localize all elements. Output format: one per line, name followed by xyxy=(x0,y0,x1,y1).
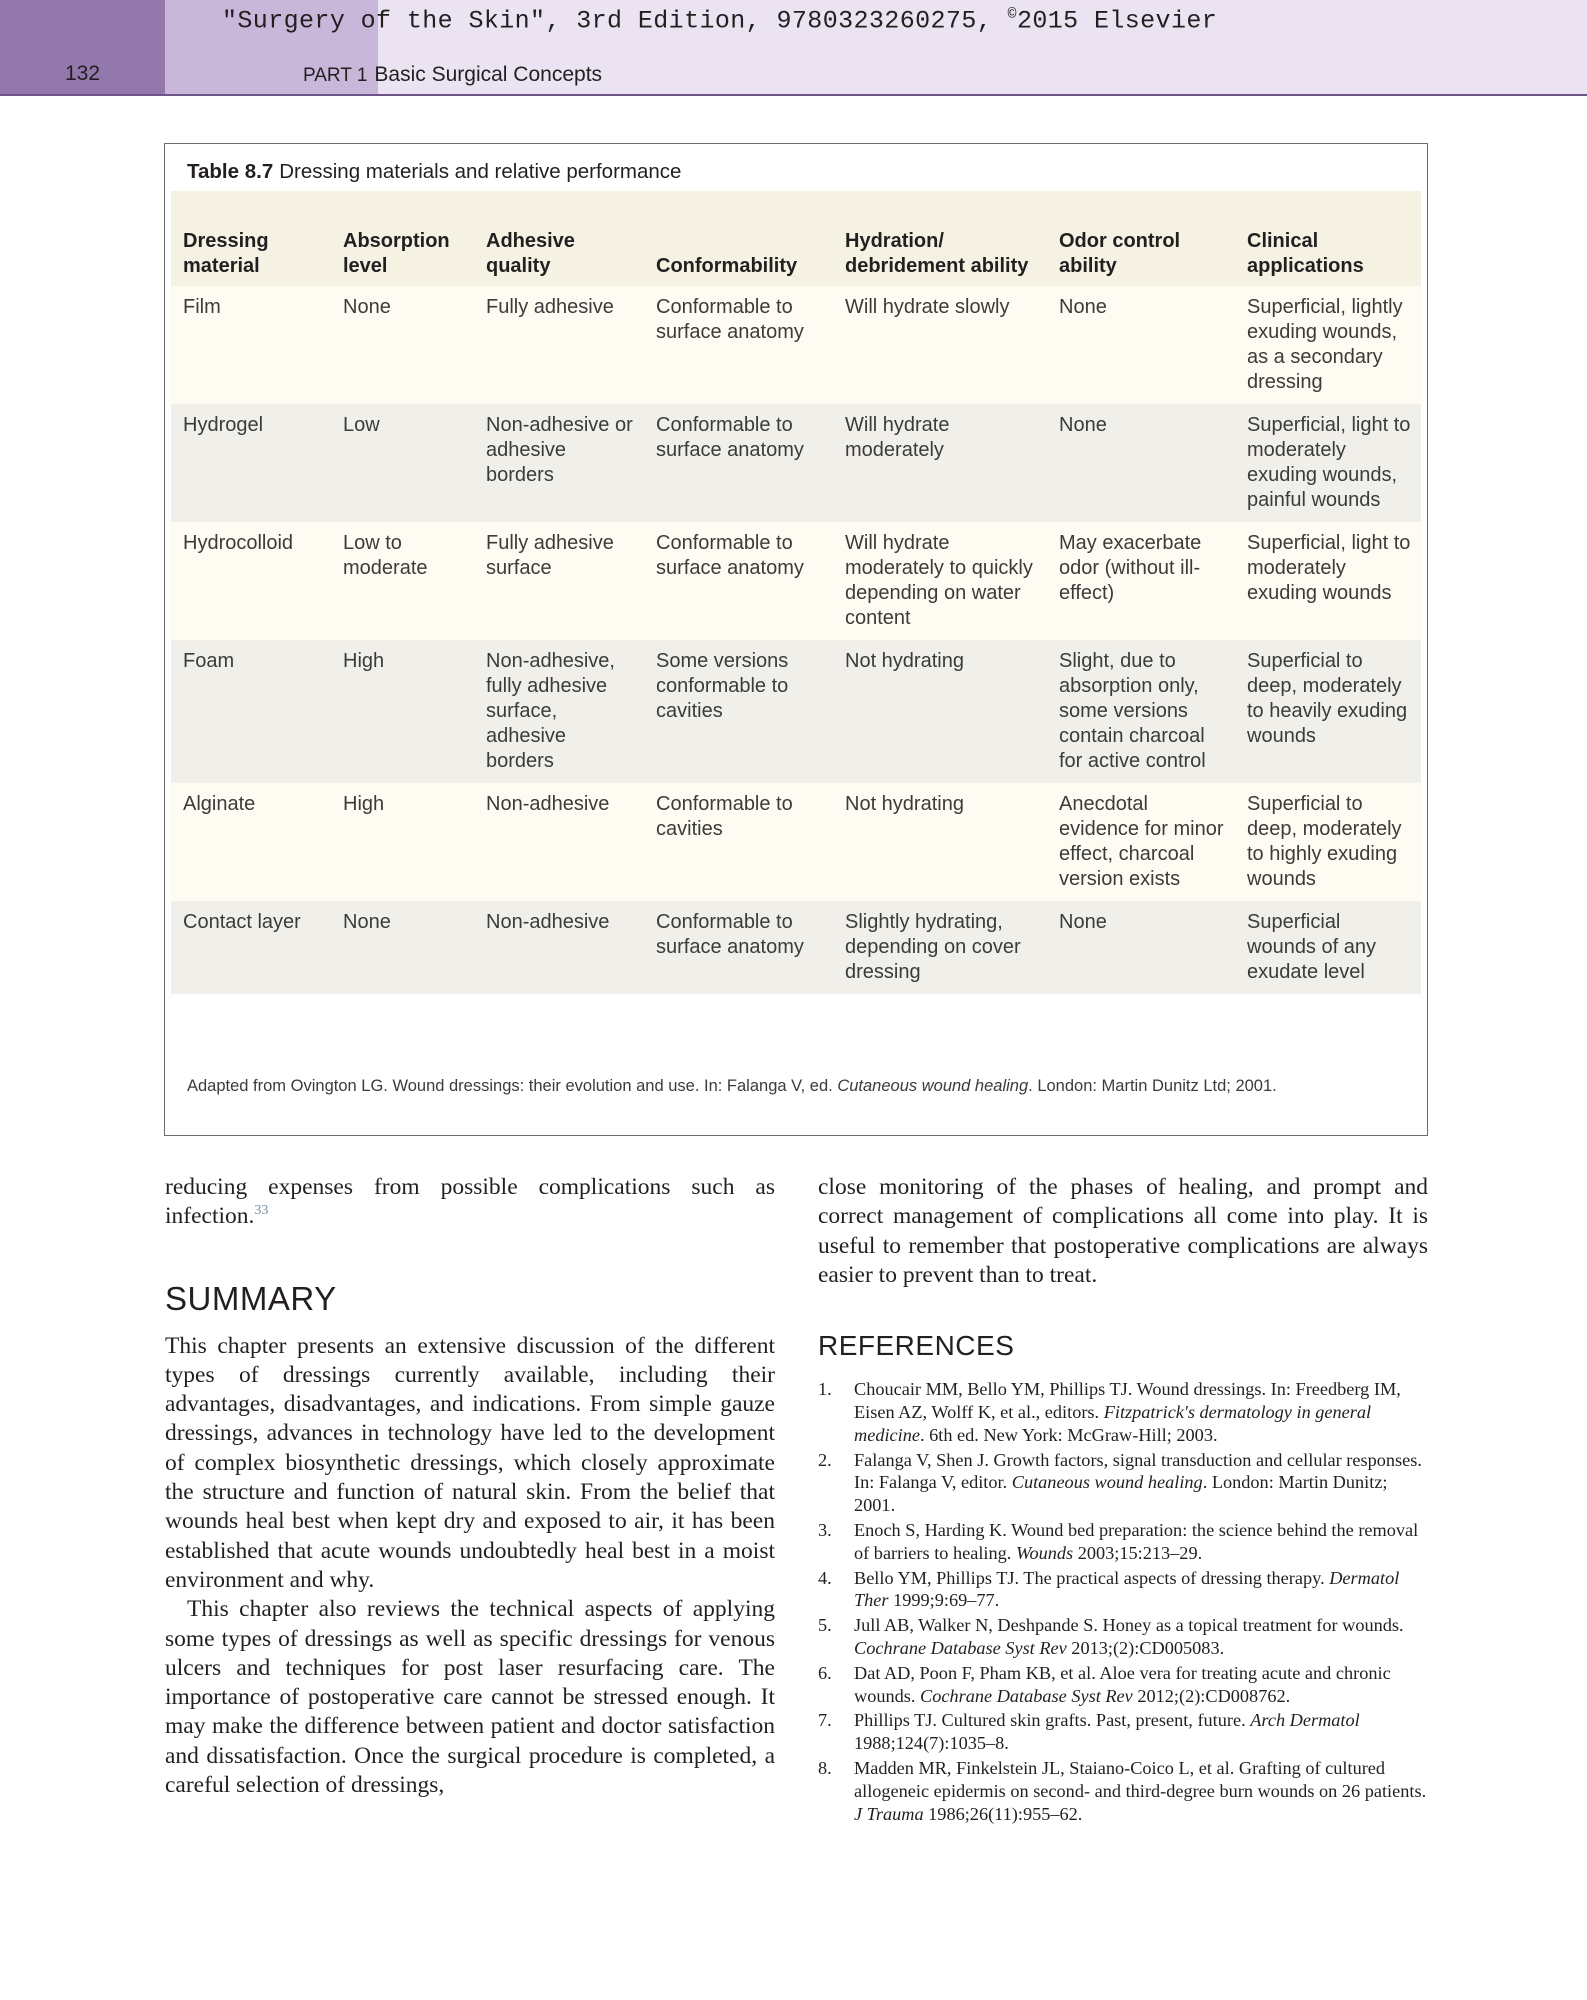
table-cell: Film xyxy=(171,286,331,404)
table-cell: Not hydrating xyxy=(833,783,1047,901)
table-cell: High xyxy=(331,783,474,901)
table-cell: Superficial to deep, moderately to highly exuding wounds xyxy=(1235,783,1421,901)
table-row xyxy=(171,901,1421,994)
table-cell: Fully adhesive xyxy=(474,286,644,404)
table-cell: Superficial, light to moderately exuding wounds xyxy=(1235,522,1421,640)
table-cell: Superficial, light to moderately exuding wounds, painful wounds xyxy=(1235,404,1421,522)
table-header-row xyxy=(171,191,1421,286)
table-cell: None xyxy=(331,901,474,994)
column-header: Absorption level xyxy=(331,191,474,286)
table-cell: Will hydrate slowly xyxy=(833,286,1047,404)
summary-paragraph-2: This chapter also reviews the technical aspects of applying some types of dressings as well as specific dressings for venous ulcers and techniques for post laser resurfacing care. The importance of postoperative care cannot be stressed enough. It may make the difference between patient and doctor satisfaction and dissatisfaction. Once the surgical procedure is completed, a careful selection of dressings, xyxy=(165,1596,775,1799)
table-cell: Alginate xyxy=(171,783,331,901)
column-header: Odor control ability xyxy=(1047,191,1235,286)
table-cell: Some versions conformable to cavities xyxy=(644,640,833,783)
dressing-materials-table xyxy=(171,191,1421,994)
table-cell: Low to moderate xyxy=(331,522,474,640)
table-cell: Non-adhesive or adhesive borders xyxy=(474,404,644,522)
table-row xyxy=(171,783,1421,901)
running-head xyxy=(303,63,602,87)
table-cell: Conformable to surface anatomy xyxy=(644,404,833,522)
column-header: Adhesive quality xyxy=(474,191,644,286)
part-label: PART 1 xyxy=(303,65,368,86)
table-cell: Foam xyxy=(171,640,331,783)
reference-list xyxy=(818,1378,1428,1825)
column-header: Hydration/ debridement ability xyxy=(833,191,1047,286)
table-cell: Hydrogel xyxy=(171,404,331,522)
table-row xyxy=(171,286,1421,404)
reference-item: 5. Jull AB, Walker N, Deshpande S. Honey as a topical treatment for wounds. Cochrane Database Syst Rev 2013;(2):CD005083. xyxy=(818,1615,1404,1658)
table-cell: Low xyxy=(331,404,474,522)
table-cell: Conformable to surface anatomy xyxy=(644,286,833,404)
reference-item: 4. Bello YM, Phillips TJ. The practical aspects of dressing therapy. Dermatol Ther 1999;9:69–77. xyxy=(818,1567,1400,1611)
citation-link[interactable]: 33 xyxy=(254,1203,269,1219)
reference-item: 8. Madden MR, Finkelstein JL, Staiano-Coico L, et al. Grafting of cultured allogeneic epidermis on second- and third-degree burn wounds on 26 patients. J Trauma 1986;26(11):955–62. xyxy=(818,1757,1427,1824)
right-column xyxy=(818,1173,1428,1827)
page-number: 132 xyxy=(64,62,101,85)
continuation-paragraph: reducing expenses from possible complications such as infection.$^{33}$ xyxy=(165,1174,775,1230)
summary-paragraph-1: This chapter presents an extensive discussion of the different types of dressings currently available, including their advantages, disadvantages, and indications. From simple gauze dressings, advances in technology have led to the development of complex biosynthetic dressings, which closely approximate the structure and function of natural skin. From the belief that wounds heal best when kept dry and exposed to air, it has been established that acute wounds undoubtedly heal best in a moist environment and why. xyxy=(165,1332,775,1593)
table-number: Table 8.7 xyxy=(187,160,274,183)
table-cell: None xyxy=(1047,901,1235,994)
table-cell: Superficial wounds of any exudate level xyxy=(1235,901,1421,994)
header-rule xyxy=(0,94,1587,96)
reference-item: 2. Falanga V, Shen J. Growth factors, signal transduction and cellular responses. In: Falanga V, editor. Cutaneous wound healing. London: Martin Dunitz; 2001. xyxy=(818,1449,1422,1516)
table-frame xyxy=(164,143,1428,1136)
column-header: Clinical applications xyxy=(1235,191,1421,286)
left-column xyxy=(165,1173,775,1800)
table-row xyxy=(171,640,1421,783)
part-title: Basic Surgical Concepts xyxy=(374,63,603,86)
references-heading: REFERENCES xyxy=(818,1330,1015,1362)
table-cell: Non-adhesive xyxy=(474,783,644,901)
table-cell: None xyxy=(1047,404,1235,522)
table-cell: Superficial to deep, moderately to heavily exuding wounds xyxy=(1235,640,1421,783)
closing-paragraph: close monitoring of the phases of healing, and prompt and correct management of complications all come into play. It is useful to remember that postoperative complications are always easier to prevent than to treat. xyxy=(818,1174,1428,1288)
table-cell: None xyxy=(331,286,474,404)
reference-item: 6. Dat AD, Poon F, Pham KB, et al. Aloe vera for treating acute and chronic wounds. Cochrane Database Syst Rev 2012;(2):CD008762. xyxy=(818,1662,1391,1706)
table-cell: High xyxy=(331,640,474,783)
column-header: Dressing material xyxy=(171,191,331,286)
table-cell: Fully adhesive surface xyxy=(474,522,644,640)
table-title: Dressing materials and relative performance xyxy=(279,160,682,183)
summary-heading: SUMMARY xyxy=(165,1279,337,1317)
table-cell: Non-adhesive xyxy=(474,901,644,994)
table-cell: Superficial, lightly exuding wounds, as a secondary dressing xyxy=(1235,286,1421,404)
table-source-note: Adapted from Ovington LG. Wound dressings: their evolution and use. In: Falanga V, ed. Cutaneous wound healing. London: Martin Dunitz Ltd; 2001. xyxy=(187,1077,1277,1095)
table-cell: Slightly hydrating, depending on cover dressing xyxy=(833,901,1047,994)
table-row xyxy=(171,404,1421,522)
table-cell: Anecdotal evidence for minor effect, charcoal version exists xyxy=(1047,783,1235,901)
table-caption xyxy=(187,160,681,184)
table-cell: Slight, due to absorption only, some versions contain charcoal for active control xyxy=(1047,640,1235,783)
table-cell: Non-adhesive, fully adhesive surface, adhesive borders xyxy=(474,640,644,783)
table-cell: Will hydrate moderately xyxy=(833,404,1047,522)
table-cell: Hydrocolloid xyxy=(171,522,331,640)
source-watermark: "Surgery of the Skin", 3rd Edition, 9780323260275, ©2015 Elsevier xyxy=(222,6,1218,36)
table-cell: Conformable to cavities xyxy=(644,783,833,901)
table-cell: Not hydrating xyxy=(833,640,1047,783)
table-cell: May exacerbate odor (without ill-effect) xyxy=(1047,522,1235,640)
reference-item: 3. Enoch S, Harding K. Wound bed preparation: the science behind the removal of barriers to healing. Wounds 2003;15:213–29. xyxy=(818,1519,1419,1563)
table-cell: Will hydrate moderately to quickly depending on water content xyxy=(833,522,1047,640)
table-cell: Conformable to surface anatomy xyxy=(644,522,833,640)
table-row xyxy=(171,522,1421,640)
table-cell: None xyxy=(1047,286,1235,404)
column-header: Conformability xyxy=(644,191,833,286)
reference-item: 7. Phillips TJ. Cultured skin grafts. Past, present, future. Arch Dermatol 1988;124(7):1035–8. xyxy=(818,1710,1360,1754)
reference-item: 1. Choucair MM, Bello YM, Phillips TJ. Wound dressings. In: Freedberg IM, Eisen AZ, Wolff K, et al., editors. Fitzpatrick's dermatology in general medicine. 6th ed. New York: McGraw-Hill; 2003. xyxy=(818,1379,1401,1445)
table-cell: Conformable to surface anatomy xyxy=(644,901,833,994)
table-cell: Contact layer xyxy=(171,901,331,994)
